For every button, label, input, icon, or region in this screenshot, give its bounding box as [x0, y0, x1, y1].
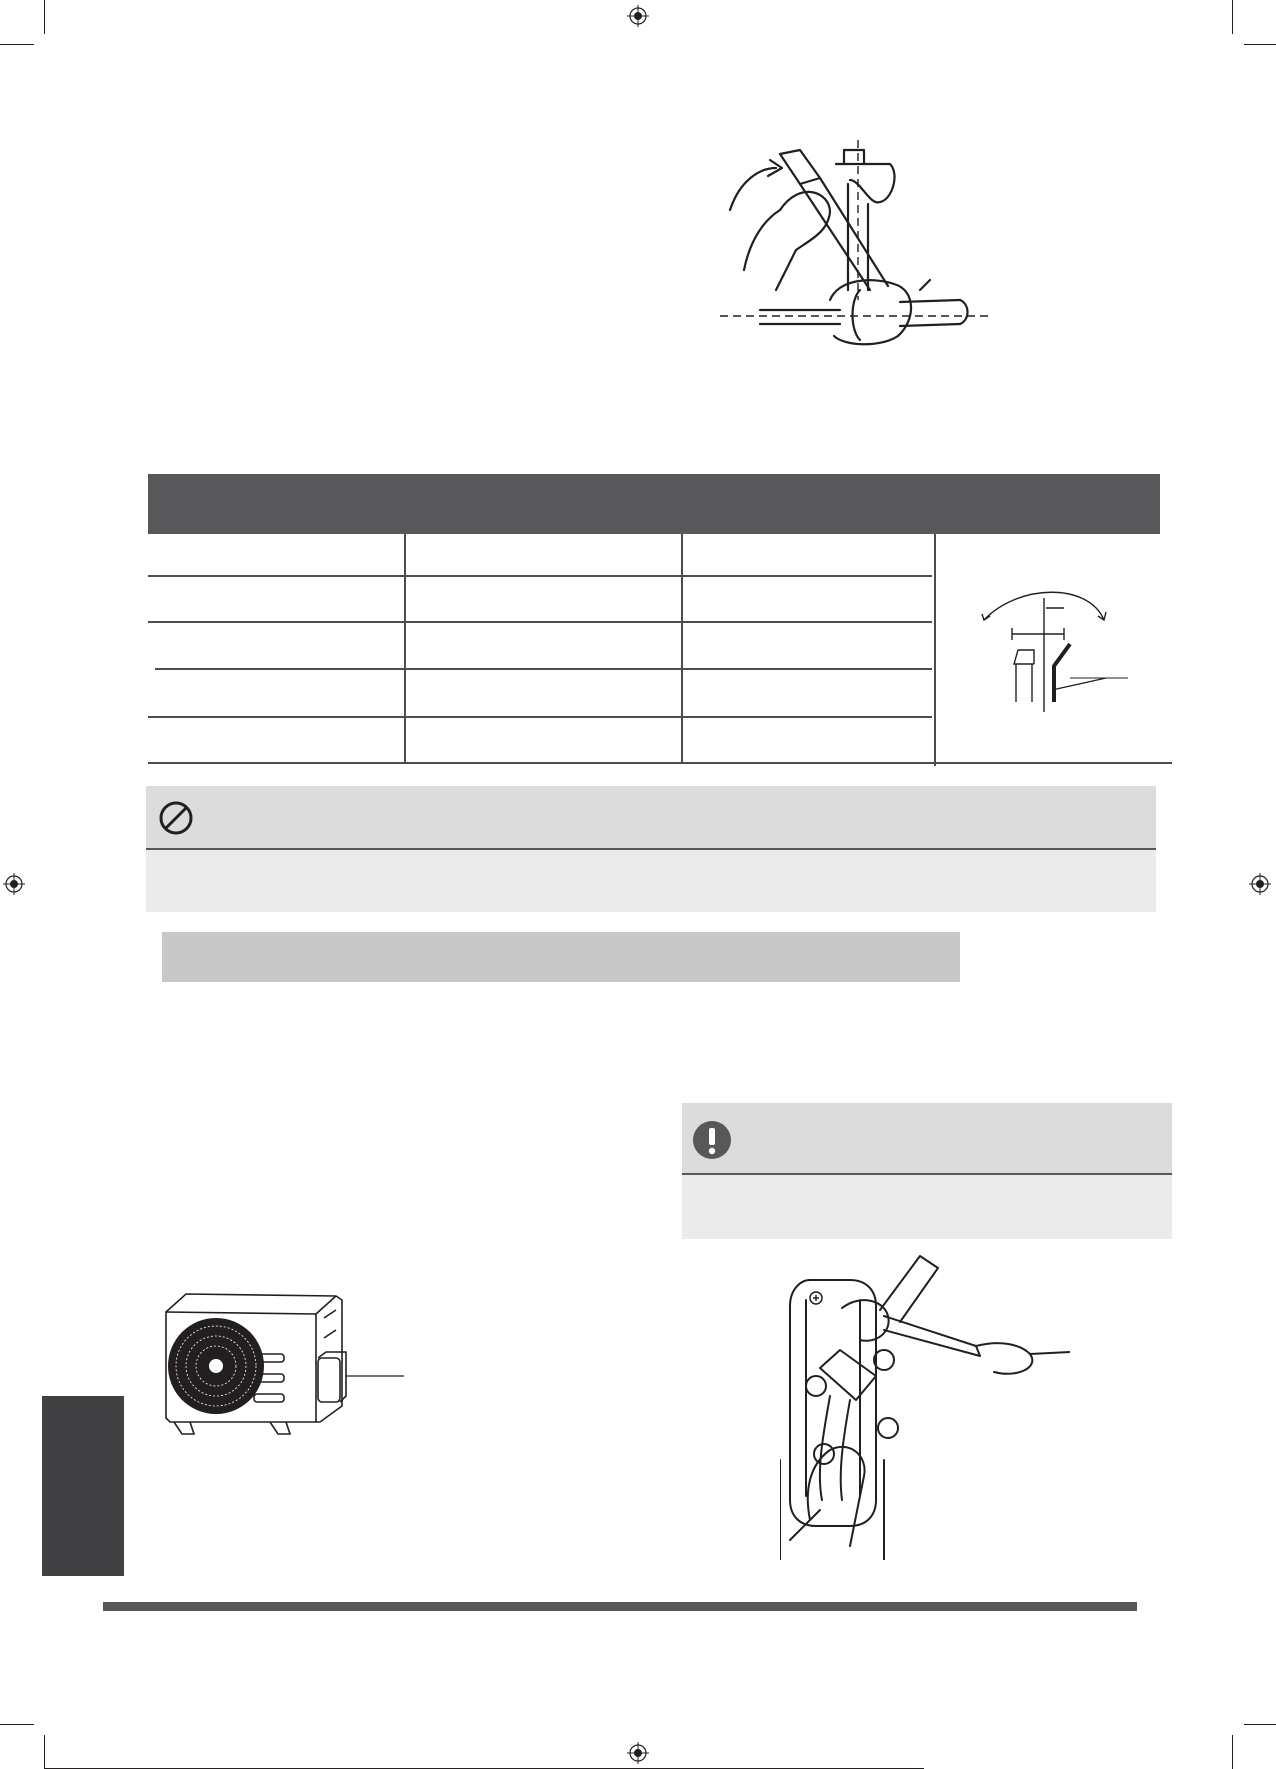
prohibition-body: [146, 850, 1156, 912]
table-header-bar: [148, 474, 1160, 534]
table-col-divider: [934, 534, 936, 766]
registration-mark-icon: [627, 1742, 649, 1764]
exclamation-icon: [692, 1120, 732, 1160]
table-row-divider: [148, 575, 932, 577]
registration-mark-icon: [627, 5, 649, 27]
flare-cross-section-diagram: [978, 578, 1138, 718]
crop-mark-bottom-left-v: [44, 1735, 45, 1769]
crop-mark-bottom-right-h: [1244, 1724, 1276, 1725]
crop-mark-top-right-v: [1232, 0, 1233, 34]
crop-mark-top-right-h: [1244, 44, 1276, 45]
caution-body: [682, 1175, 1172, 1239]
table-col-divider: [681, 534, 683, 762]
section-heading-bar: [162, 932, 960, 982]
table-row-divider: [155, 668, 932, 670]
crop-mark-bottom-left-h: [0, 1724, 34, 1725]
crop-mark-top-left-v: [44, 0, 45, 34]
crop-mark-top-left-h: [0, 44, 34, 45]
table-row-divider: [148, 621, 932, 623]
wrench-tightening-illustration: [720, 140, 1000, 360]
prohibition-icon: [158, 800, 194, 836]
outdoor-unit-illustration: [160, 1288, 410, 1438]
registration-mark-icon: [1249, 873, 1271, 895]
side-section-tab: [42, 1396, 124, 1576]
table-bottom-border: [148, 762, 1172, 764]
prohibition-header-bar: [146, 786, 1156, 848]
footer-rule: [103, 1602, 1137, 1611]
table-col-divider: [404, 534, 406, 762]
crop-mark-bottom-right-v: [1232, 1735, 1233, 1769]
registration-mark-icon: [3, 873, 25, 895]
table-row-divider: [148, 716, 932, 718]
caution-header-bar: [682, 1103, 1172, 1173]
valve-wrench-illustration: [780, 1250, 1070, 1560]
